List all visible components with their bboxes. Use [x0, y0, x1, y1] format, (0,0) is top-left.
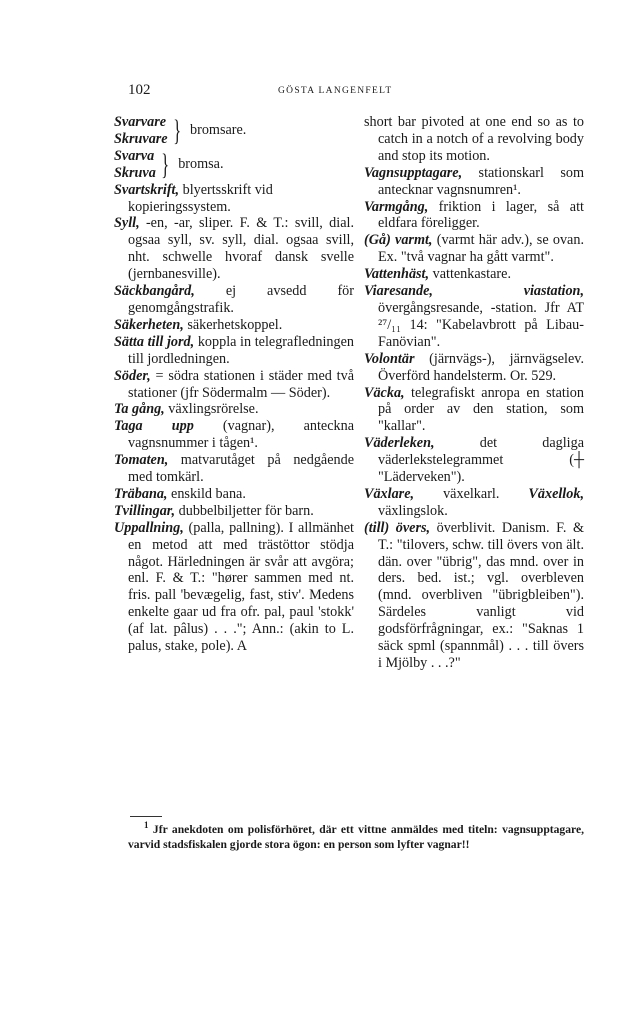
definition: (järnvägs-), järnvägselev. Överförd handelsterm. Or. 529.	[378, 350, 584, 384]
definition: växelkarl.	[414, 485, 529, 502]
definition: säkerhetskoppel.	[183, 316, 283, 333]
dictionary-entry	[114, 520, 354, 655]
footnote-text: Jfr anekdoten om polisförhöret, där ett vittne anmäldes med titeln: vagnsupptagare, varvid stadsfiskalen gjorde stora ögon: en person som lyfter vagnar!!	[128, 823, 584, 851]
definition: växlingsrörelse.	[164, 401, 259, 418]
definition: blyertsskrift vid kopieringssystem.	[128, 181, 273, 215]
headword: Syll,	[114, 215, 140, 232]
headword: Uppallning,	[114, 519, 184, 536]
dictionary-entry	[364, 114, 584, 165]
definition: växlingslok.	[378, 502, 448, 519]
dictionary-entry	[364, 385, 584, 436]
definition: vattenkastare.	[429, 266, 511, 283]
definition: stationskarl som antecknar vagnsnumren¹.	[378, 164, 584, 198]
definition: matvarutåget på nedgående med tomkärl.	[128, 452, 354, 486]
headword: Sätta till jord,	[114, 333, 195, 350]
definition: bromsa.	[178, 156, 224, 173]
headword: Varmgång,	[364, 198, 429, 215]
dictionary-entry	[114, 334, 354, 368]
definition: -en, -ar, sliper. F. & T.: svill, dial. ogsaa syll, sv. syll, dial. ogsaa svill, nht. schwelle hvoraf dansk svelle (jernbanesville).	[128, 215, 354, 283]
dictionary-entry	[114, 418, 354, 452]
headword: Taga upp	[114, 418, 194, 435]
headword: Säckbangård,	[114, 283, 195, 300]
dictionary-entry	[114, 368, 354, 402]
brace-icon: }	[172, 113, 181, 147]
dictionary-entry	[364, 165, 584, 199]
dictionary-entry	[114, 215, 354, 283]
headword: Vagnsupptagare,	[364, 164, 463, 181]
headword: Volontär	[364, 350, 415, 367]
headword: Söder,	[114, 367, 151, 384]
footnote-rule	[130, 816, 162, 817]
headword: Säkerheten,	[114, 316, 184, 333]
headword: Svartskrift,	[114, 181, 180, 198]
page-number: 102	[128, 82, 151, 98]
headword: (Gå) varmt,	[364, 232, 433, 249]
definition: enskild bana.	[167, 485, 246, 502]
dictionary-entry	[364, 283, 584, 351]
definition: telegrafiskt anropa en station på order av den station, som "kallar".	[378, 384, 584, 435]
running-title: GÖSTA LANGENFELT	[278, 86, 393, 96]
definition: = södra stationen i städer med två stationer (jfr Södermalm — Söder).	[128, 367, 354, 401]
definition: short bar pivoted at one end so as to catch in a notch of a revolving body and stop its motion.	[364, 114, 584, 164]
left-column	[114, 114, 354, 655]
right-column	[364, 114, 584, 672]
definition: ej avsedd för genomgångstrafik.	[128, 283, 354, 316]
dictionary-entry	[114, 452, 354, 486]
definition: koppla in telegrafledningen till jordledningen.	[128, 333, 354, 367]
dictionary-entry	[364, 266, 584, 283]
headword: Viaresande, viastation,	[364, 283, 584, 300]
dictionary-entry	[114, 283, 354, 317]
dictionary-entry	[364, 232, 584, 266]
dictionary-entry	[364, 435, 584, 486]
dictionary-entry	[364, 199, 584, 233]
headword: Träbana,	[114, 485, 168, 502]
definition: (vagnar), anteckna vagnsnummer i tågen¹.	[128, 418, 354, 452]
dictionary-entry	[114, 317, 354, 334]
dictionary-entry	[364, 486, 584, 520]
definition: överblivit. Danism. F. & T.: "tilovers, schw. till övers von ält. dän. over "übrig", das mnd. over in ders. bed. ist.; vgl. overbleven (mnd. overbliven "übrigbleiben"). Särdeles vanligt vid godsförfrågningar, ex.: "Saknas 1 säck spml (spannmål) . . . till övers i Mjölby . . .?"	[378, 519, 584, 671]
headword: Vattenhäst,	[364, 266, 430, 283]
definition: (varmt här adv.), se ovan. Ex. "två vagnar ha gått varmt".	[378, 232, 584, 266]
headword: (till) övers,	[364, 519, 431, 536]
headword: Svarvare	[114, 114, 167, 130]
brace-group	[114, 148, 354, 182]
brace-icon: }	[161, 147, 169, 181]
headword: Skruva	[114, 164, 156, 181]
dictionary-entry	[114, 486, 354, 503]
headword: Svarva	[114, 147, 155, 164]
definition: friktion i lager, så att eldfara föreligger.	[378, 198, 584, 232]
definition: (palla, pallning). I allmänhet en metod att med trästöttor stödja något. Härledningen är svår att avgöra; enl. F. & T.: "hører sammen med nt. fris. pall 'bevægelig, fast, stiv'. Medens enkelte gaar ud fra ofr. pal, paul 'stokk' (af lat. pâlus) . . ."; Ann.: (akin to L. palus, stake, pole). A	[128, 519, 354, 655]
definition: övergångsresande, -station. Jfr AT ²⁷/₁₁ 14: "Kabelavbrott på Libau-Fanövian".	[378, 299, 584, 350]
headword: Skruvare	[114, 130, 168, 147]
dictionary-entry	[114, 503, 354, 520]
headword: Växlare,	[364, 485, 415, 502]
headword: Väcka,	[364, 384, 405, 401]
definition: bromsare.	[190, 122, 247, 139]
dictionary-entry	[364, 351, 584, 385]
dictionary-entry	[114, 182, 354, 216]
headword: Tomaten,	[114, 452, 169, 469]
footnote-marker: 1	[144, 820, 149, 831]
definition: dubbelbiljetter för barn.	[175, 502, 314, 519]
headword: Väderleken,	[364, 435, 435, 452]
headword: Ta gång,	[114, 401, 165, 418]
headword: Tvillingar,	[114, 502, 176, 519]
dictionary-entry	[114, 401, 354, 418]
brace-group	[114, 114, 354, 148]
headword: Växellok,	[528, 485, 584, 502]
footnote	[128, 820, 584, 852]
dictionary-entry	[364, 520, 584, 672]
definition: det dagliga väderlekstelegrammet (┼ "Läderveken").	[378, 435, 584, 486]
